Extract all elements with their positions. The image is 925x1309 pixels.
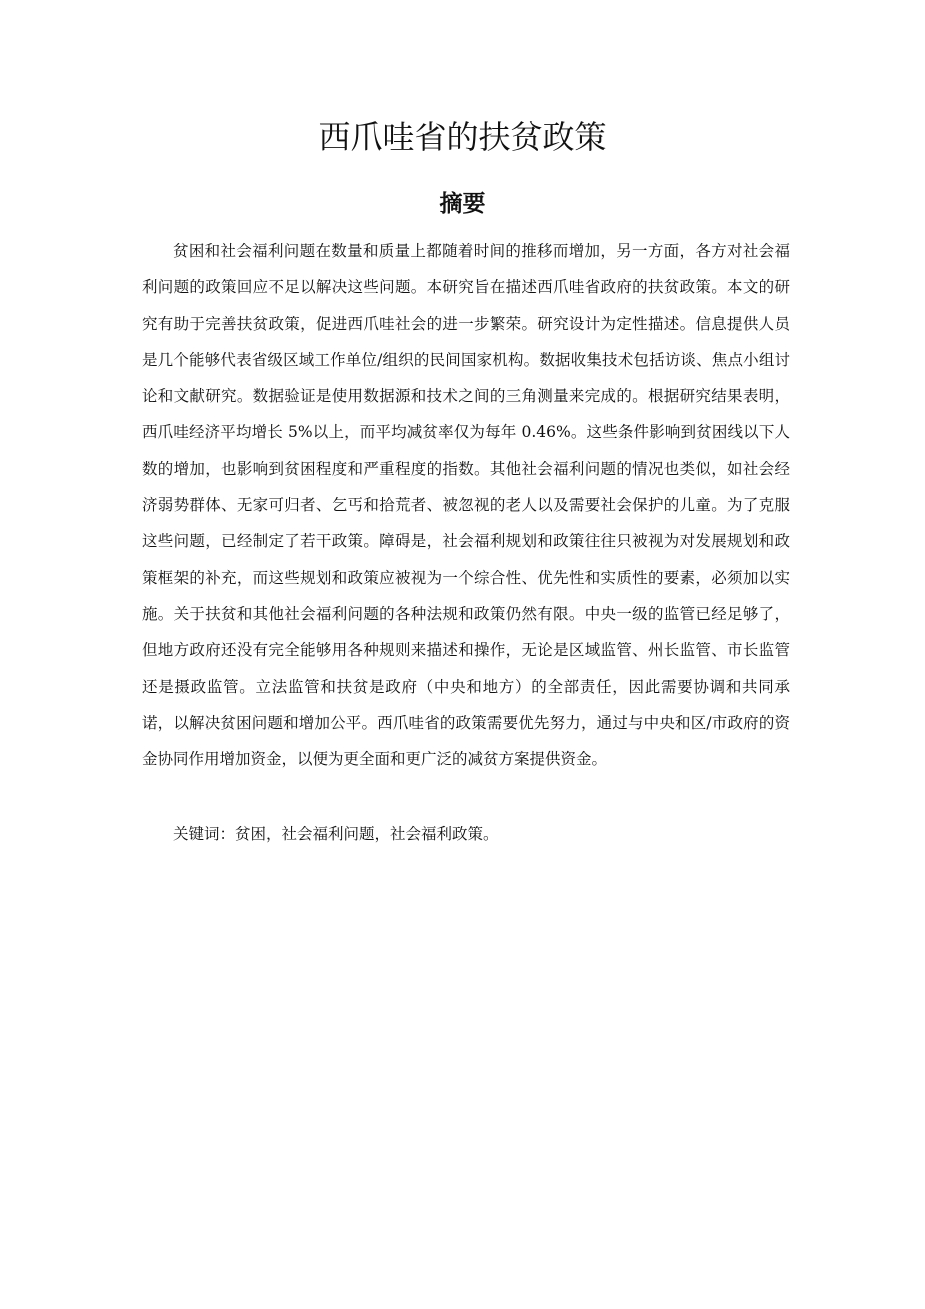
document-title: 西爪哇省的扶贫政策 <box>318 118 607 156</box>
abstract-heading: 摘要 <box>439 191 486 217</box>
abstract-paragraph: 贫困和社会福利问题在数量和质量上都随着时间的推移而增加，另一方面，各方对社会福利问题的政策回应不足以解决这些问题。本研究旨在描述西爪哇省政府的扶贫政策。本文的研究有助于完善扶贫政策，促进西爪哇社会的进一步繁荣。研究设计为定性描述。信息提供人员是几个能够代表省级区域工作单位/组织的民间国家机构。数据收集技术包括访谈、焦点小组讨论和文献研究。数据验证是使用数据源和技术之间的三角测量来完成的。根据研究结果表明，西爪哇经济平均增长 5%以上，而平均减贫率仅为每年 0.46%。这些条件影响到贫困线以下人数的增加，也影响到贫困程度和严重程度的指数。其他社会福利问题的情况也类似，如社会经济弱势群体、无家可归者、乞丐和拾荒者、被忽视的老人以及需要社会保护的儿童。为了克服这些问题，已经制定了若干政策。障碍是，社会福利规划和政策往往只被视为对发展规划和政策框架的补充，而这些规划和政策应被视为一个综合性、优先性和实质性的要素，必须加以实施。关于扶贫和其他社会福利问题的各种法规和政策仍然有限。中央一级的监管已经足够了，但地方政府还没有完全能够用各种规则来描述和操作，无论是区域监管、州长监管、市长监管还是摄政监管。立法监管和扶贫是政府（中央和地方）的全部责任，因此需要协调和共同承诺，以解决贫困问题和增加公平。西爪哇省的政策需要优先努力，通过与中央和区/市政府的资金协同作用增加资金，以便为更全面和更广泛的减贫方案提供资金。 <box>142 242 790 769</box>
keywords-line: 关键词：贫困，社会福利问题，社会福利政策。 <box>173 825 499 843</box>
